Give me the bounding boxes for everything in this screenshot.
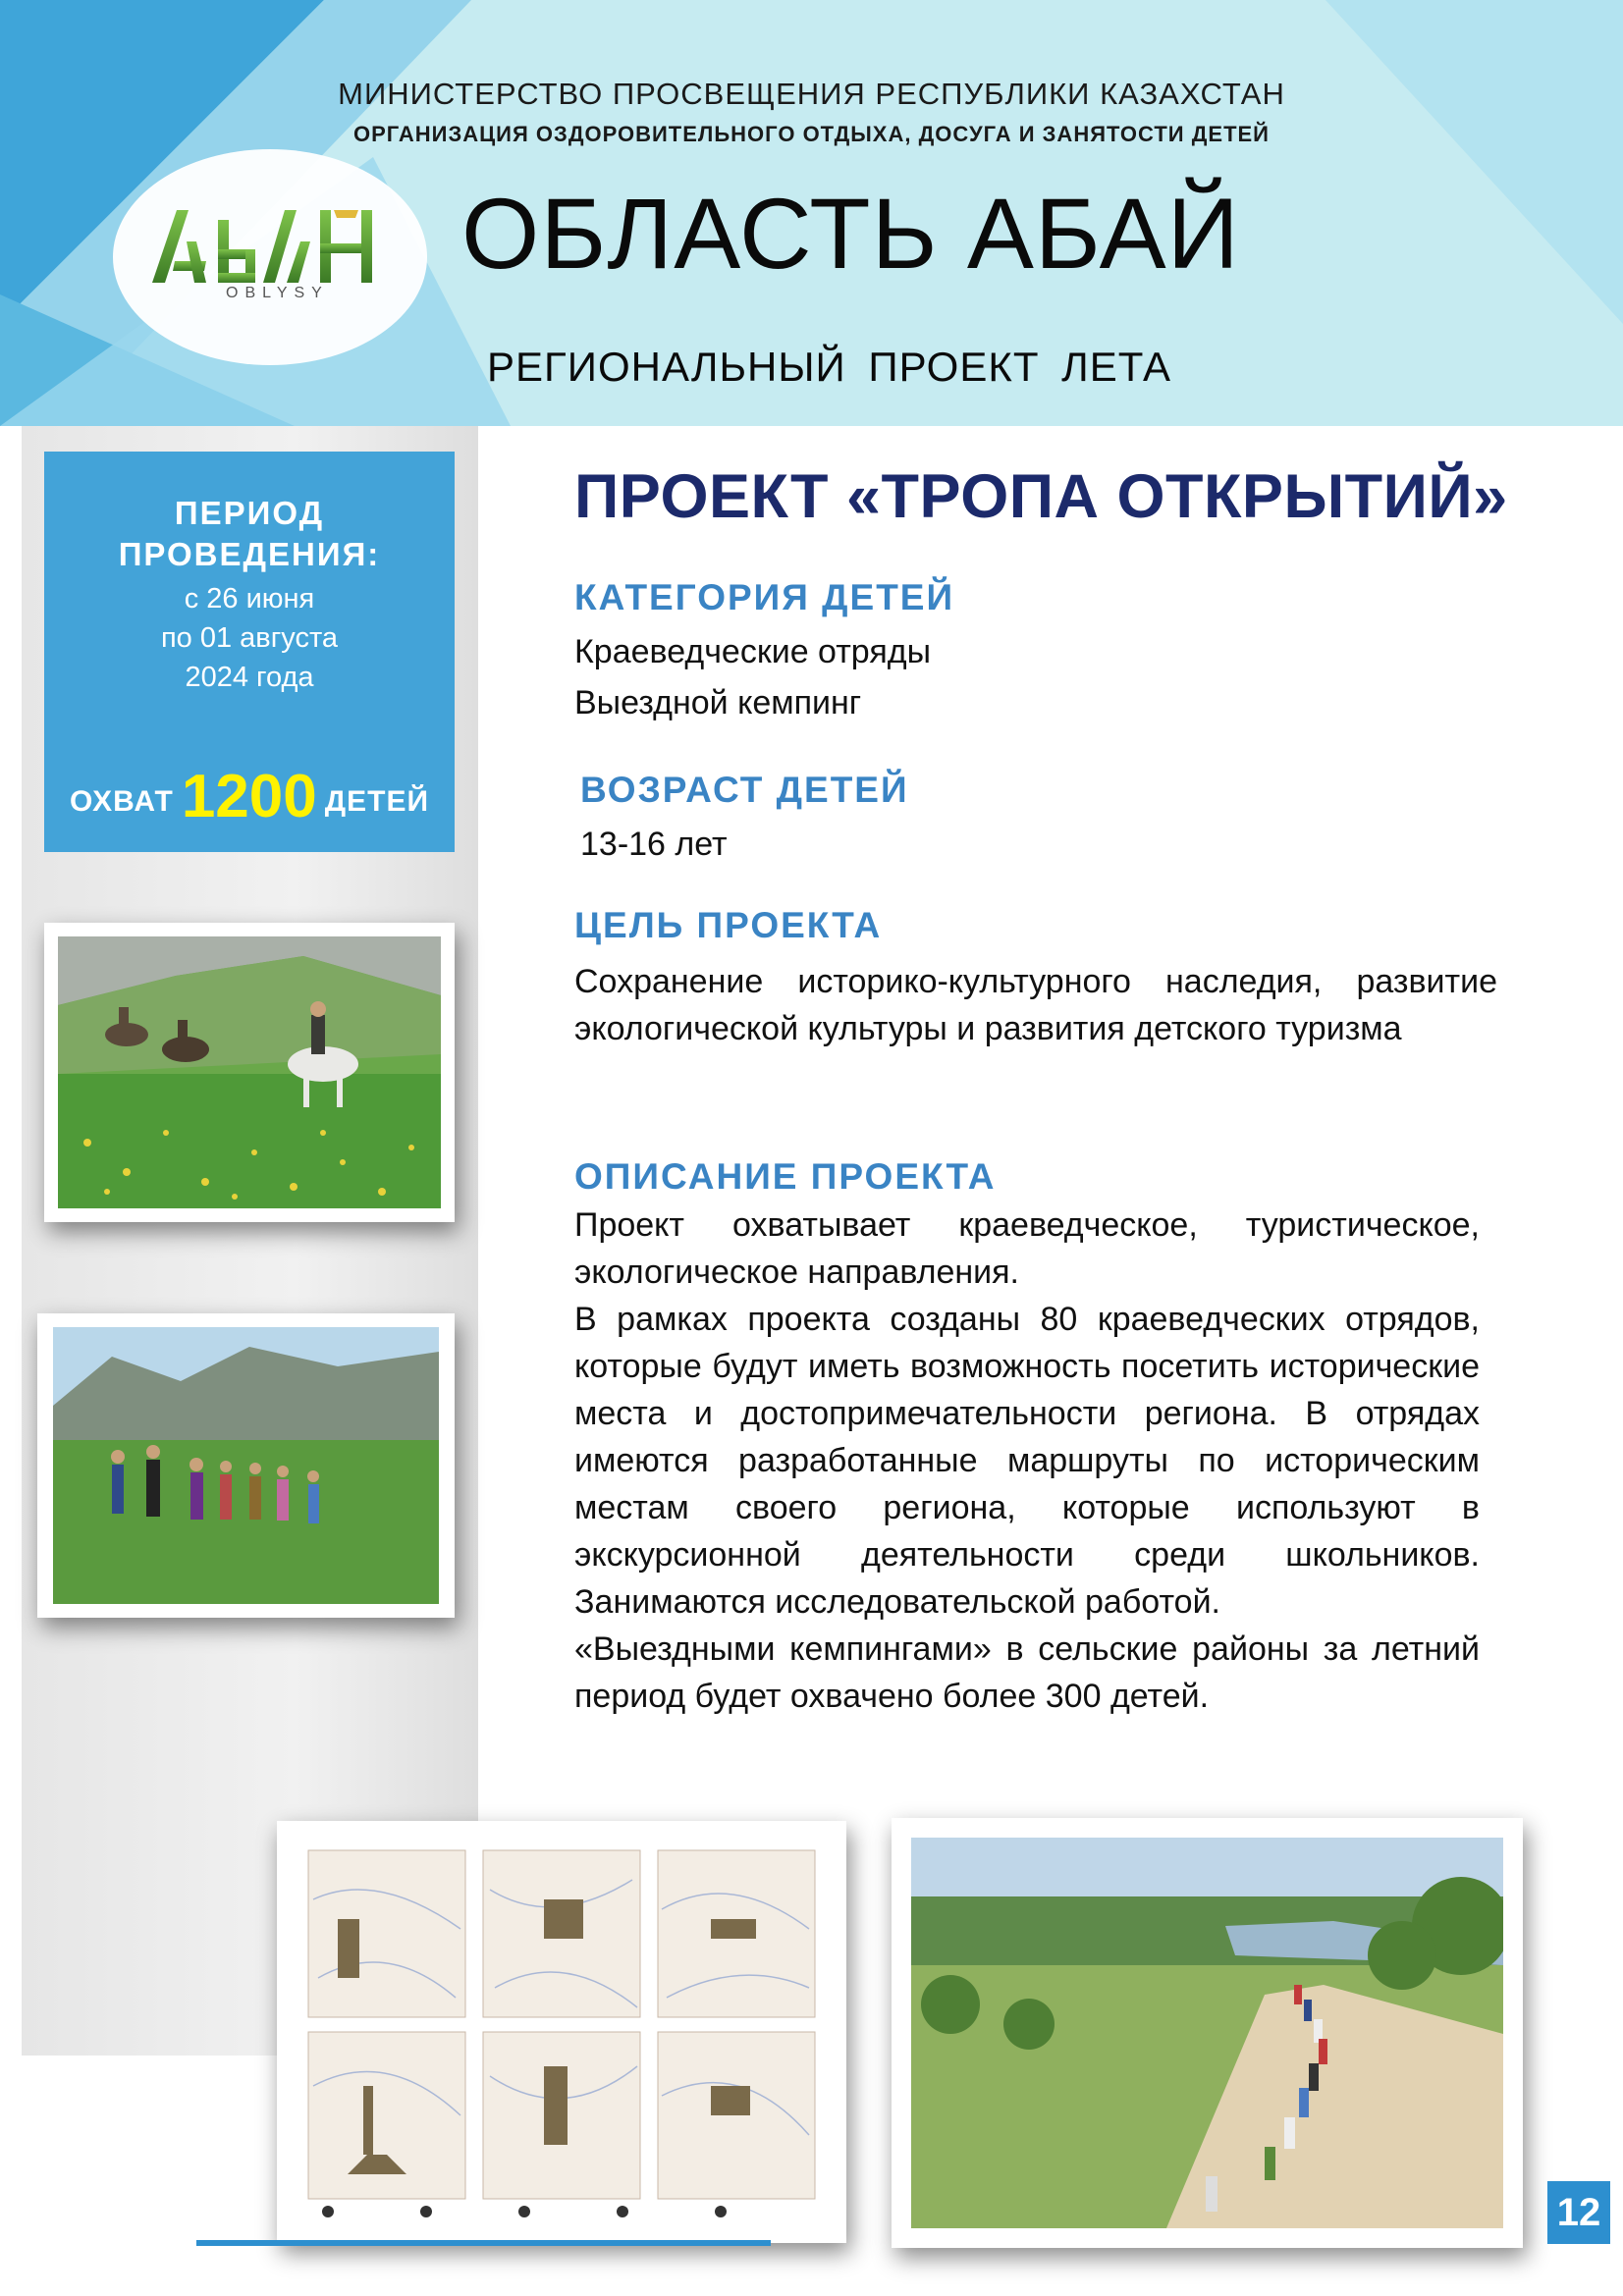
period-title bbox=[44, 493, 455, 575]
logo-subtext: OBLYSY bbox=[226, 285, 329, 301]
category-line-2: Выездной кемпинг bbox=[574, 684, 862, 721]
reach-suffix: ДЕТЕЙ bbox=[324, 785, 430, 818]
photo-horse-riders bbox=[44, 923, 455, 1222]
ministry-name: МИНИСТЕРСТВО ПРОСВЕЩЕНИЯ РЕСПУБЛИКИ КАЗАХСТАН bbox=[338, 77, 1285, 111]
period-title-line1: ПЕРИОД bbox=[174, 495, 325, 531]
age-heading: ВОЗРАСТ ДЕТЕЙ bbox=[580, 770, 909, 810]
period-info-box bbox=[44, 452, 455, 852]
description-paragraph-3: «Выездными кемпингами» в сельские районы за летний период будет охвачено более 300 детей. bbox=[574, 1630, 1480, 1715]
region-title: ОБЛАСТЬ АБАЙ bbox=[461, 178, 1240, 290]
header-banner bbox=[0, 0, 1623, 426]
period-date-start: с 26 июня bbox=[184, 583, 315, 614]
goal-text: Сохранение историко-культурного наследия, развитие экологической культуры и развития детского туризма bbox=[574, 963, 1497, 1047]
reach-number: 1200 bbox=[181, 763, 317, 830]
period-title-line2: ПРОВЕДЕНИЯ: bbox=[118, 536, 381, 572]
reach-prefix: ОХВАТ bbox=[69, 785, 174, 818]
period-date-end: по 01 августа bbox=[160, 622, 339, 654]
period-year: 2024 года bbox=[185, 662, 314, 693]
description-heading: ОПИСАНИЕ ПРОЕКТА bbox=[574, 1156, 997, 1197]
goal-heading: ЦЕЛЬ ПРОЕКТА bbox=[574, 905, 883, 945]
footer-accent-line bbox=[196, 2240, 771, 2246]
description-paragraph-2: В рамках проекта созданы 80 краеведческих отрядов, которые будут иметь возможность посетить исторические места и достопримечательности региона. В отрядах имеются разработанные маршруты по историческим местам своего региона, которые используют в экскурсионной деятельности среди школьников. Занимаются исследовательской работой. bbox=[574, 1301, 1480, 1621]
period-dates bbox=[44, 579, 455, 697]
photo-hikers-group bbox=[37, 1313, 455, 1618]
horse-riders-image bbox=[58, 936, 441, 1208]
category-heading: КАТЕГОРИЯ ДЕТЕЙ bbox=[574, 577, 955, 617]
organization-name: ОРГАНИЗАЦИЯ ОЗДОРОВИТЕЛЬНОГО ОТДЫХА, ДОСУГА И ЗАНЯТОСТИ ДЕТЕЙ bbox=[352, 122, 1270, 146]
photo-hiking-trail bbox=[892, 1818, 1523, 2248]
hikers-image bbox=[53, 1327, 439, 1604]
photo-map-collage bbox=[277, 1821, 846, 2243]
hiking-trail-image bbox=[911, 1838, 1503, 2228]
reach-count bbox=[44, 762, 455, 831]
age-value: 13-16 лет bbox=[580, 826, 728, 863]
region-logo bbox=[147, 202, 393, 310]
page-number: 12 bbox=[1547, 2181, 1610, 2244]
regional-project-subtitle: РЕГИОНАЛЬНЫЙ ПРОЕКТ ЛЕТА bbox=[487, 344, 1171, 390]
project-title: ПРОЕКТ «ТРОПА ОТКРЫТИЙ» bbox=[574, 462, 1508, 531]
description-paragraph-1: Проект охватывает краеведческое, туристическое, экологическое направления. bbox=[574, 1206, 1480, 1291]
region-logo-mark bbox=[147, 202, 393, 291]
description-text bbox=[574, 1201, 1480, 1720]
map-collage-image bbox=[298, 1841, 825, 2223]
category-line-1: Краеведческие отряды bbox=[574, 633, 932, 670]
